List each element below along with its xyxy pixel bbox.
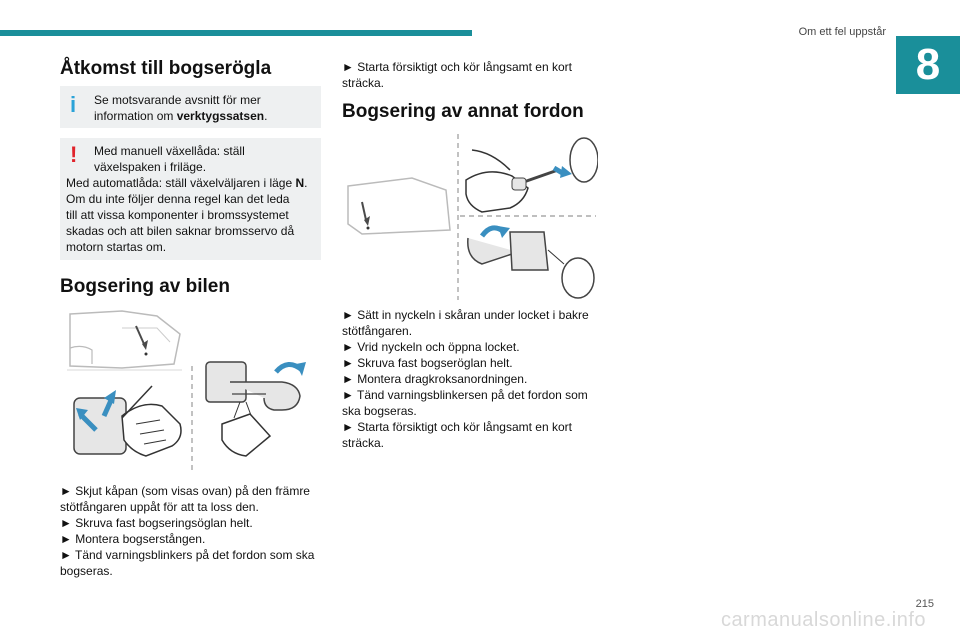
warn-line3-bold: N: [295, 176, 305, 190]
heading-towing-vehicle: Bogsering av bilen: [60, 276, 230, 297]
right-top-steps: [342, 59, 612, 91]
right-step-line1: ► Sätt in nyckeln i skåran under locket i bakre: [342, 308, 589, 322]
right-top-step-line1: ► Starta försiktigt och kör långsamt en kort: [342, 60, 572, 74]
right-step-line9: sträcka.: [342, 436, 385, 450]
watermark-url[interactable]: carmanualsonline.info: [720, 609, 926, 631]
right-steps: [342, 307, 612, 451]
chapter-number-tab: 8: [896, 36, 960, 94]
info-note-line2: [60, 108, 321, 124]
heading-access-towing-eye: Åtkomst till bogserögla: [60, 58, 272, 79]
left-step-line4: ► Montera bogserstången.: [60, 532, 206, 546]
warn-line3: [66, 175, 321, 191]
warn-line6: skadas och att bilen saknar bromsservo då: [66, 224, 295, 238]
heading-towing-other-vehicle: Bogsering av annat fordon: [342, 101, 584, 122]
left-steps: [60, 483, 330, 579]
right-step-line8: ► Starta försiktigt och kör långsamt en kort: [342, 420, 572, 434]
section-title: Om ett fel uppstår: [798, 26, 886, 38]
info-note: [60, 86, 321, 128]
page-number: 215: [915, 598, 934, 610]
info-icon: i: [70, 92, 77, 117]
info-note-suffix: .: [264, 109, 268, 123]
right-step-line7: ska bogseras.: [342, 404, 417, 418]
right-step-line5: ► Montera dragkroksanordningen.: [342, 372, 528, 386]
warn-line2: växelspaken i friläge.: [94, 160, 207, 174]
warn-line1: Med manuell växellåda: ställ: [94, 144, 245, 158]
warn-line7: motorn startas om.: [66, 240, 167, 254]
warn-line4: Om du inte följer denna regel kan det leda: [66, 192, 290, 206]
right-top-step-line2: sträcka.: [342, 76, 385, 90]
left-step-line2: stötfångaren uppåt för att ta loss den.: [60, 500, 259, 514]
warn-line3-suffix: .: [304, 176, 308, 190]
right-step-line6: ► Tänd varningsblinkersen på det fordon som: [342, 388, 588, 402]
right-step-line2: stötfångaren.: [342, 324, 413, 338]
header-accent-bar: [0, 30, 472, 36]
left-step-line5: ► Tänd varningsblinkers på det fordon som ska: [60, 548, 315, 562]
info-note-bold: verktygssatsen: [176, 109, 265, 123]
left-step-line1: ► Skjut kåpan (som visas ovan) på den främre: [60, 484, 310, 498]
warning-icon: !: [70, 142, 78, 167]
left-step-line3: ► Skruva fast bogseringsöglan helt.: [60, 516, 253, 530]
rear-towing-eye-illustration: [342, 130, 598, 302]
warn-line5: till att vissa komponenter i bromssystemet: [66, 208, 289, 222]
right-step-line3: ► Vrid nyckeln och öppna locket.: [342, 340, 520, 354]
right-step-line4: ► Skruva fast bogseröglan helt.: [342, 356, 513, 370]
info-note-prefix: information om: [94, 109, 177, 123]
front-towing-eye-illustration: [62, 306, 312, 474]
info-note-line1: Se motsvarande avsnitt för mer: [94, 93, 261, 107]
left-step-line6: bogseras.: [60, 564, 113, 578]
warning-note: [60, 138, 321, 260]
warn-line3-prefix: Med automatlåda: ställ växelväljaren i läge: [66, 176, 296, 190]
